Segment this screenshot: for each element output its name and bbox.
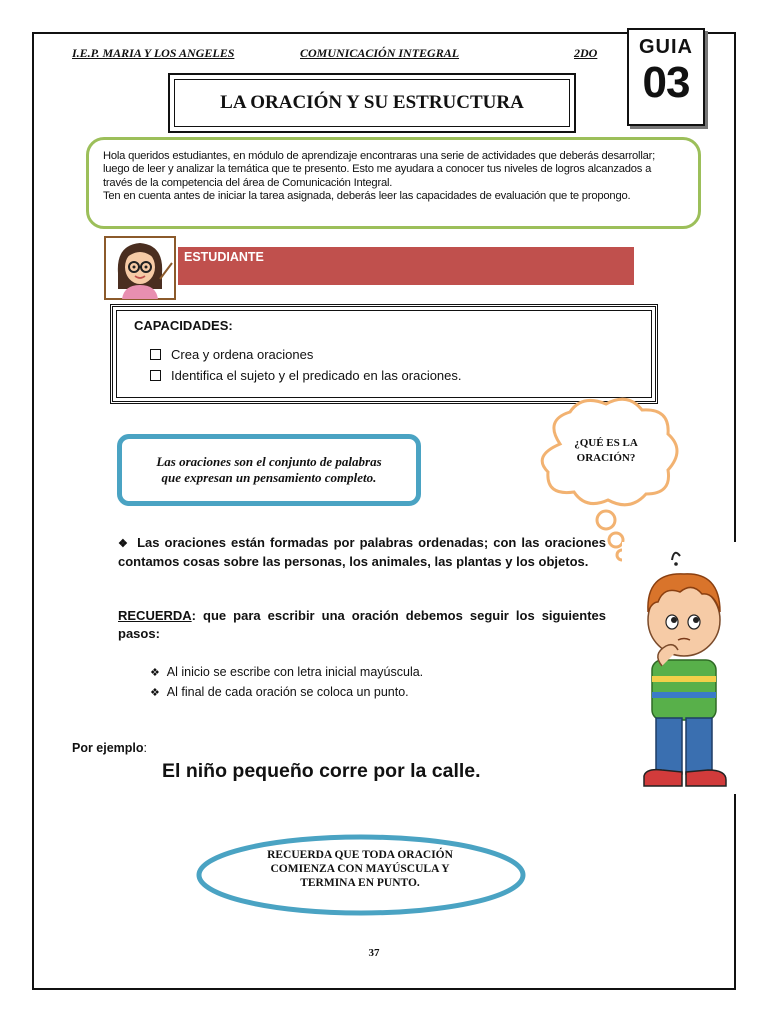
definition-box [117,434,421,506]
intro-line: luego de leer y analizar la temática que te presento. Esto me ayudara a conocer tus niveles de logros alcanzados a [103,163,652,176]
example-label: Por ejemplo: [72,741,148,755]
page-number: 37 [368,947,380,959]
checkbox-square-icon [150,370,161,381]
intro-line: Hola queridos estudiantes, en módulo de aprendizaje encontraras una serie de actividades que deberás desarrollar; [103,150,656,162]
page-title: LA ORACIÓN Y SU ESTRUCTURA [174,79,570,127]
checkbox-square-icon [150,349,161,360]
guide-number: 03 [642,58,690,107]
recuerda-paragraph: RECUERDA: que para escribir una oración debemos seguir los siguientes pasos: [118,608,606,641]
definition-line: Las oraciones son el conjunto de palabras [156,454,382,469]
intro-line: través de la competencia del área de Comunicación Integral. [103,176,393,189]
capacities-title: CAPACIDADES: [134,318,233,333]
thinking-boy-icon [622,542,740,794]
capacity-item: Crea y ordena oraciones [150,347,313,362]
bullet-paragraph: ❖ Las oraciones están formadas por palabras ordenadas; con las oraciones contamos cosas sobre las personas, los animales, las plantas y los objetos. [118,535,606,569]
diamond-bullet-icon: ❖ [150,667,160,679]
header-subject: COMUNICACIÓN INTEGRAL [300,46,460,60]
recuerda-label: RECUERDA [118,608,192,623]
capacity-item: Identifica el sujeto y el predicado en las oraciones. [150,368,462,383]
definition-line: que expresan un pensamiento completo. [161,470,377,485]
teacher-avatar-icon [104,233,176,301]
student-label: ESTUDIANTE [184,250,264,264]
guide-badge [627,28,705,126]
header-school: I.E.P. MARIA Y LOS ANGELES [72,46,235,60]
guide-word: GUIA [639,36,693,58]
diamond-bullet-icon: ❖ [118,538,128,550]
step-item: ❖ Al inicio se escribe con letra inicial mayúscula. [150,665,424,679]
thought-cloud-text: ¿QUÉ ES LA ORACIÓN? [574,437,638,464]
header-grade: 2DO [574,46,598,60]
reminder-text: RECUERDA QUE TODA ORACIÓN COMIENZA CON MAYÚSCULA Y TERMINA EN PUNTO. [267,849,453,889]
example-sentence: El niño pequeño corre por la calle. [162,760,481,782]
diamond-bullet-icon: ❖ [150,687,160,699]
intro-line: Ten en cuenta antes de iniciar la tarea asignada, deberás leer las capacidades de evaluación que te propongo. [103,190,631,203]
title-box [168,73,576,133]
step-item: ❖ Al final de cada oración se coloca un punto. [150,685,409,699]
intro-box [86,137,701,229]
